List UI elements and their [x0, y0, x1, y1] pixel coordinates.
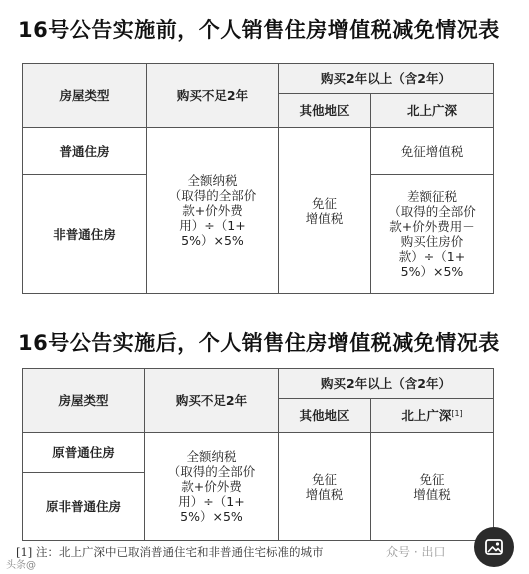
image-gallery-button[interactable]	[474, 527, 514, 567]
watermark-left: 头条@	[6, 560, 36, 571]
header-house-type: 房屋类型	[23, 64, 147, 128]
cell-full-tax: 全额纳税 （取得的全部价 款+价外费 用）÷（1+ 5%）×5%	[147, 128, 279, 294]
footnote-ref: [1]	[451, 409, 463, 418]
cell-bsgs-exempt: 免征 增值税	[371, 433, 494, 541]
watermark-right: 众号 · 出口	[386, 545, 446, 559]
tax-table-after	[22, 368, 494, 541]
row-former-ordinary-housing: 原普通住房	[23, 433, 145, 473]
row-non-ordinary-housing: 非普通住房	[23, 175, 147, 294]
header-bsgs: 北上广深[1]	[371, 399, 494, 433]
header-under-2-years: 购买不足2年	[147, 64, 279, 128]
header-bsgs: 北上广深	[371, 94, 494, 128]
cell-other-exempt: 免征 增值税	[279, 433, 371, 541]
header-over-2-years: 购买2年以上（含2年）	[279, 369, 494, 399]
header-under-2-years: 购买不足2年	[145, 369, 279, 433]
cell-bsgs-ordinary-exempt: 免征增值税	[371, 128, 494, 175]
cell-full-tax: 全额纳税 （取得的全部价 款+价外费 用）÷（1+ 5%）×5%	[145, 433, 279, 541]
gallery-icon	[484, 537, 504, 557]
footnote: [1] 注：北上广深中已取消普通住宅和非普通住宅标准的城市	[16, 545, 324, 559]
table-title-before: 16号公告实施前，个人销售住房增值税减免情况表	[18, 18, 500, 42]
tax-table-before	[22, 63, 494, 294]
cell-other-exempt: 免征 增值税	[279, 128, 371, 294]
header-house-type: 房屋类型	[23, 369, 145, 433]
header-over-2-years: 购买2年以上（含2年）	[279, 64, 494, 94]
cell-bsgs-difference-tax: 差额征税 （取得的全部价 款+价外费用－ 购买住房价 款）÷（1+ 5%）×5%	[371, 175, 494, 294]
header-other-regions: 其他地区	[279, 399, 371, 433]
header-other-regions: 其他地区	[279, 94, 371, 128]
table-title-after: 16号公告实施后，个人销售住房增值税减免情况表	[18, 331, 500, 355]
row-former-non-ordinary-housing: 原非普通住房	[23, 473, 145, 541]
row-ordinary-housing: 普通住房	[23, 128, 147, 175]
